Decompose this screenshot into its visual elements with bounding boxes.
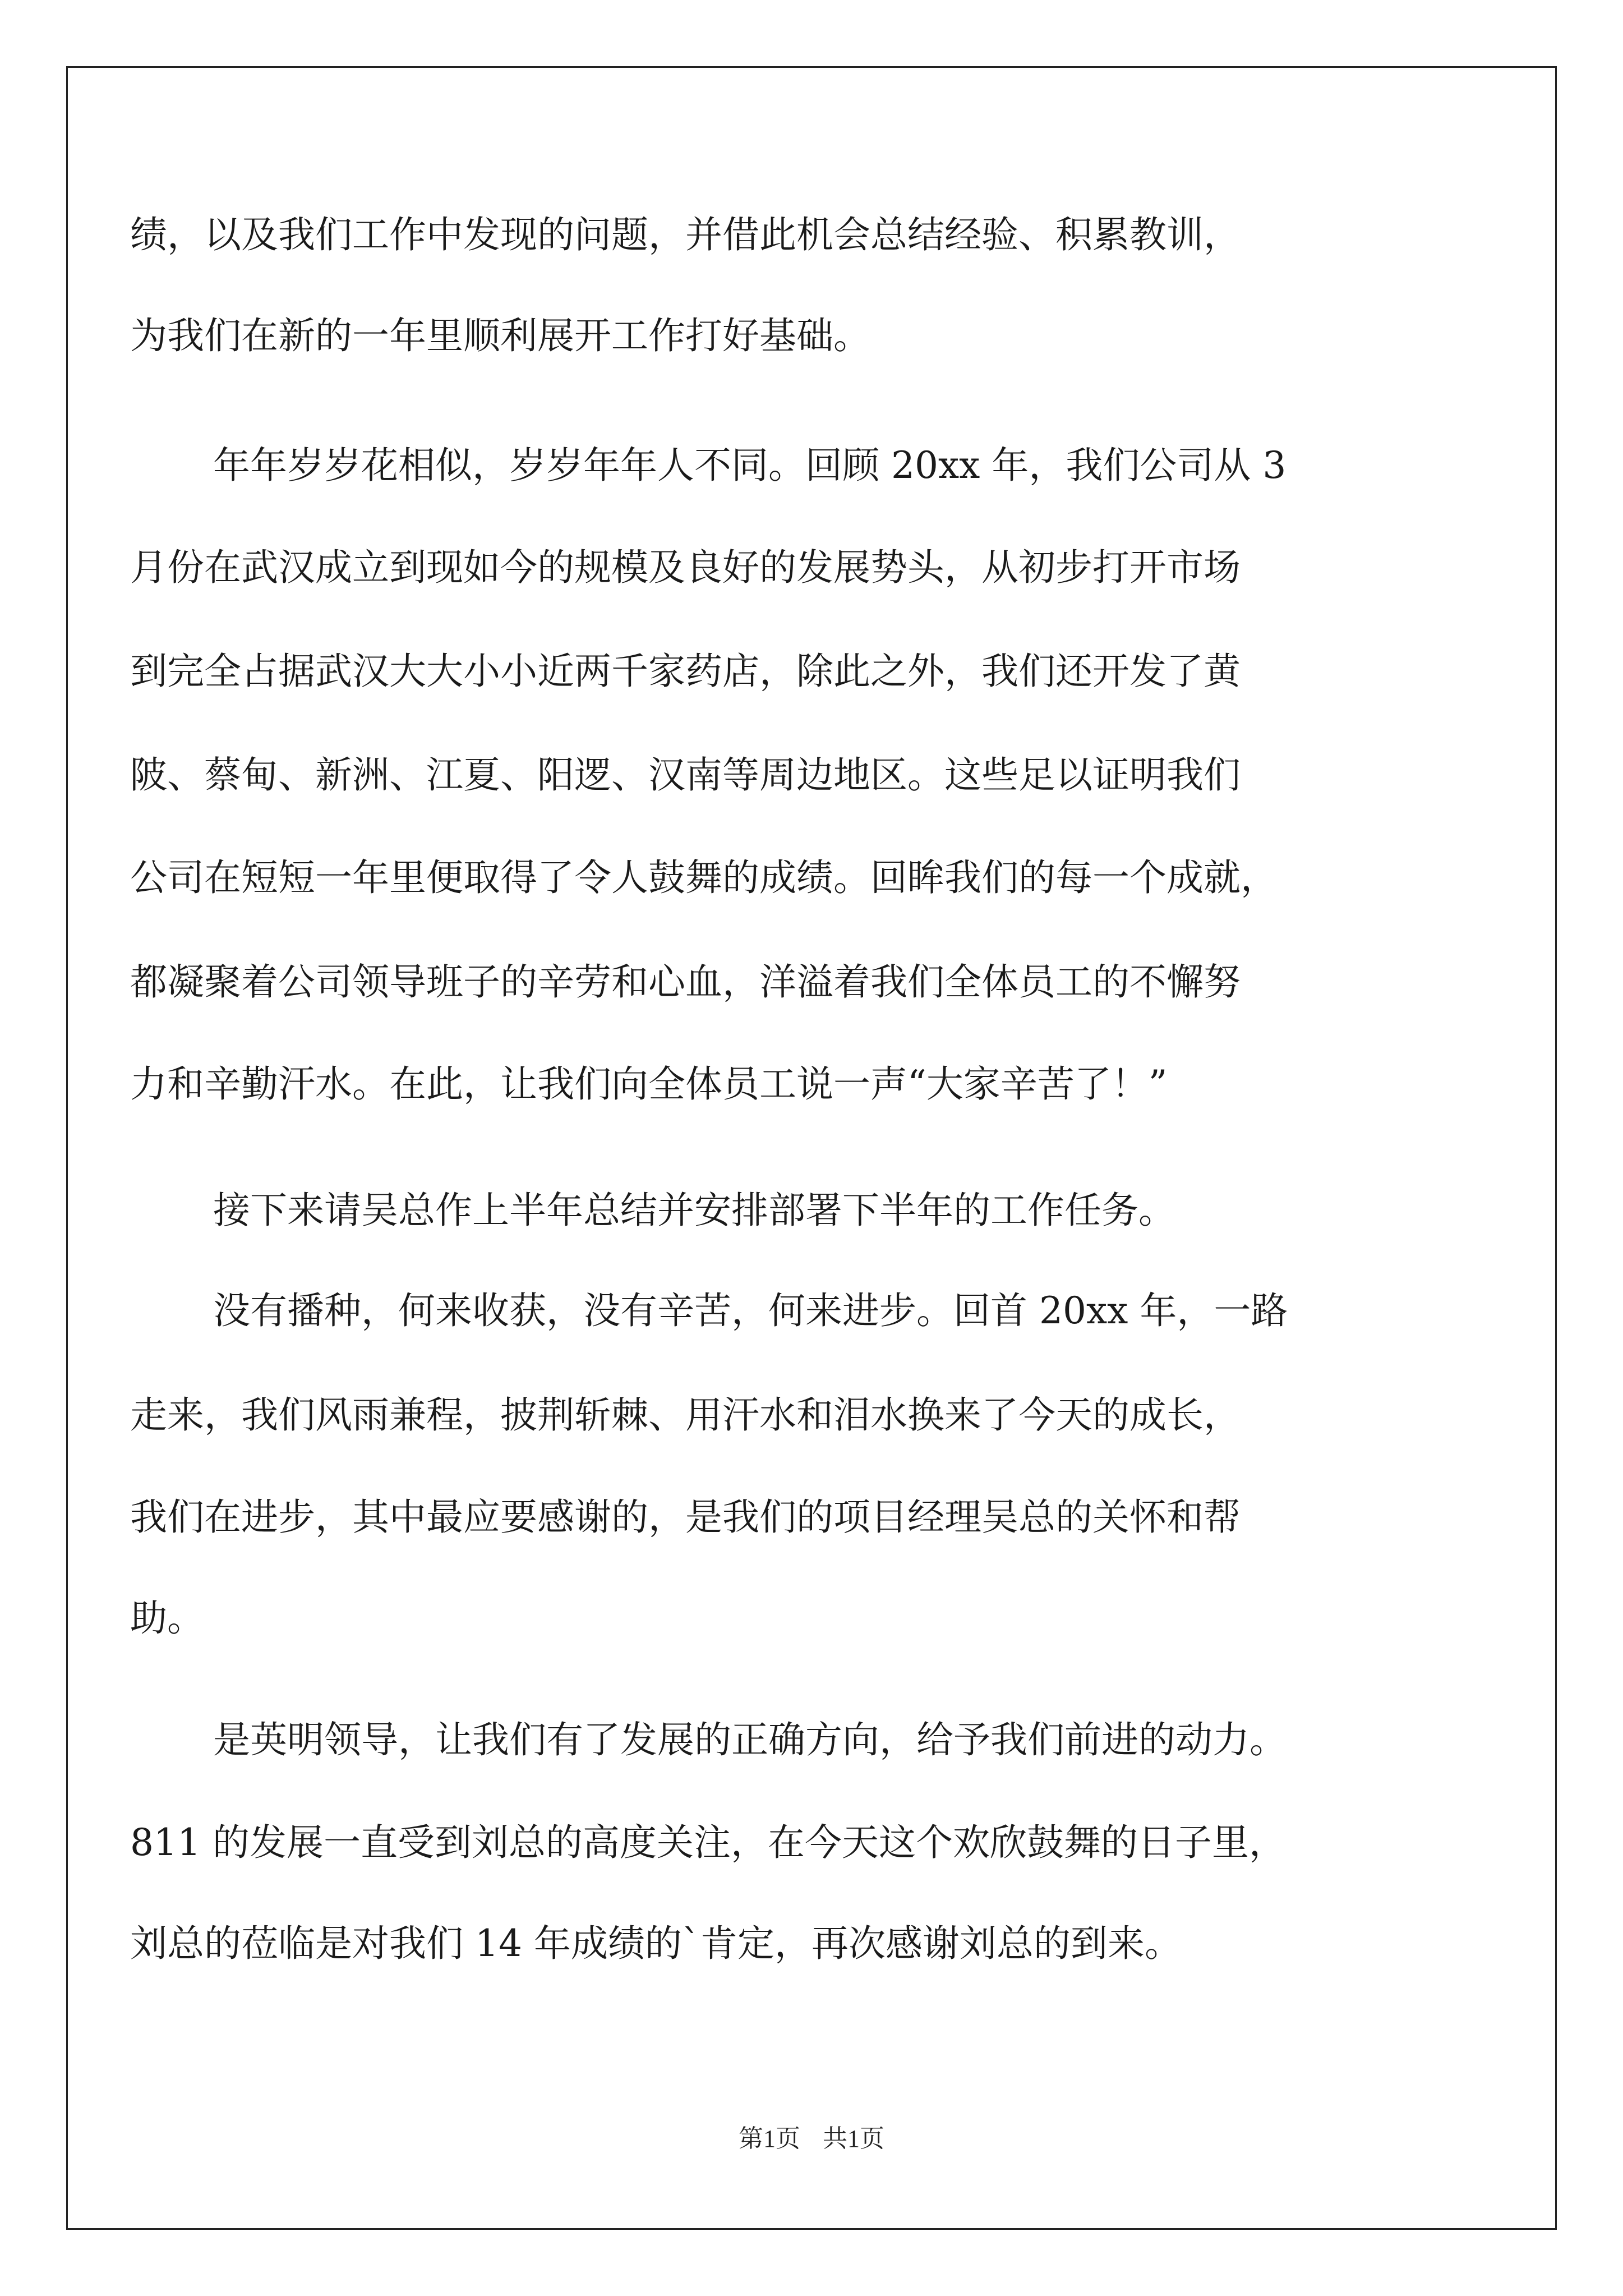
page-footer [0,2122,1623,2156]
page-border [66,66,1557,2230]
text-line: 到完全占据武汉大大小小近两千家药店，除此之外，我们还开发了黄 [130,650,1241,693]
page-total: 共1页 [823,2125,884,2152]
text-line: 绩，以及我们工作中发现的问题，并借此机会总结经验、积累教训， [130,213,1241,256]
text-line: 811 的发展一直受到刘总的高度关注，在今天这个欢欣鼓舞的日子里， [130,1821,1286,1864]
text-line: 走来，我们风雨兼程，披荆斩棘、用汗水和泪水换来了今天的成长， [130,1393,1241,1437]
page-number: 第1页 [739,2125,800,2152]
text-line: 陂、蔡甸、新洲、江夏、阳逻、汉南等周边地区。这些足以证明我们 [130,753,1241,797]
paragraph-start-line: 年年岁岁花相似，岁岁年年人不同。回顾 20xx 年，我们公司从 3 [213,444,1287,487]
paragraph-start-line: 接下来请吴总作上半年总结并安排部署下半年的工作任务。 [213,1189,1175,1232]
paragraph-start-line: 没有播种，何来收获，没有辛苦，何来进步。回首 20xx 年，一路 [213,1289,1288,1332]
text-line: 为我们在新的一年里顺利展开工作打好基础。 [130,314,870,357]
text-line: 月份在武汉成立到现如今的规模及良好的发展势头，从初步打开市场 [130,546,1241,589]
text-line: 我们在进步，其中最应要感谢的，是我们的项目经理吴总的关怀和帮 [130,1496,1241,1539]
text-line: 公司在短短一年里便取得了令人鼓舞的成绩。回眸我们的每一个成就， [130,856,1278,899]
paragraph-start-line: 是英明领导，让我们有了发展的正确方向，给予我们前进的动力。 [213,1718,1287,1761]
text-line: 力和辛勤汗水。在此，让我们向全体员工说一声“大家辛苦了！” [130,1062,1168,1106]
text-line: 都凝聚着公司领导班子的辛劳和心血，洋溢着我们全体员工的不懈努 [130,960,1241,1004]
text-line: 助。 [130,1596,204,1640]
text-line: 刘总的莅临是对我们 14 年成绩的`肯定，再次感谢刘总的到来。 [130,1922,1182,1965]
